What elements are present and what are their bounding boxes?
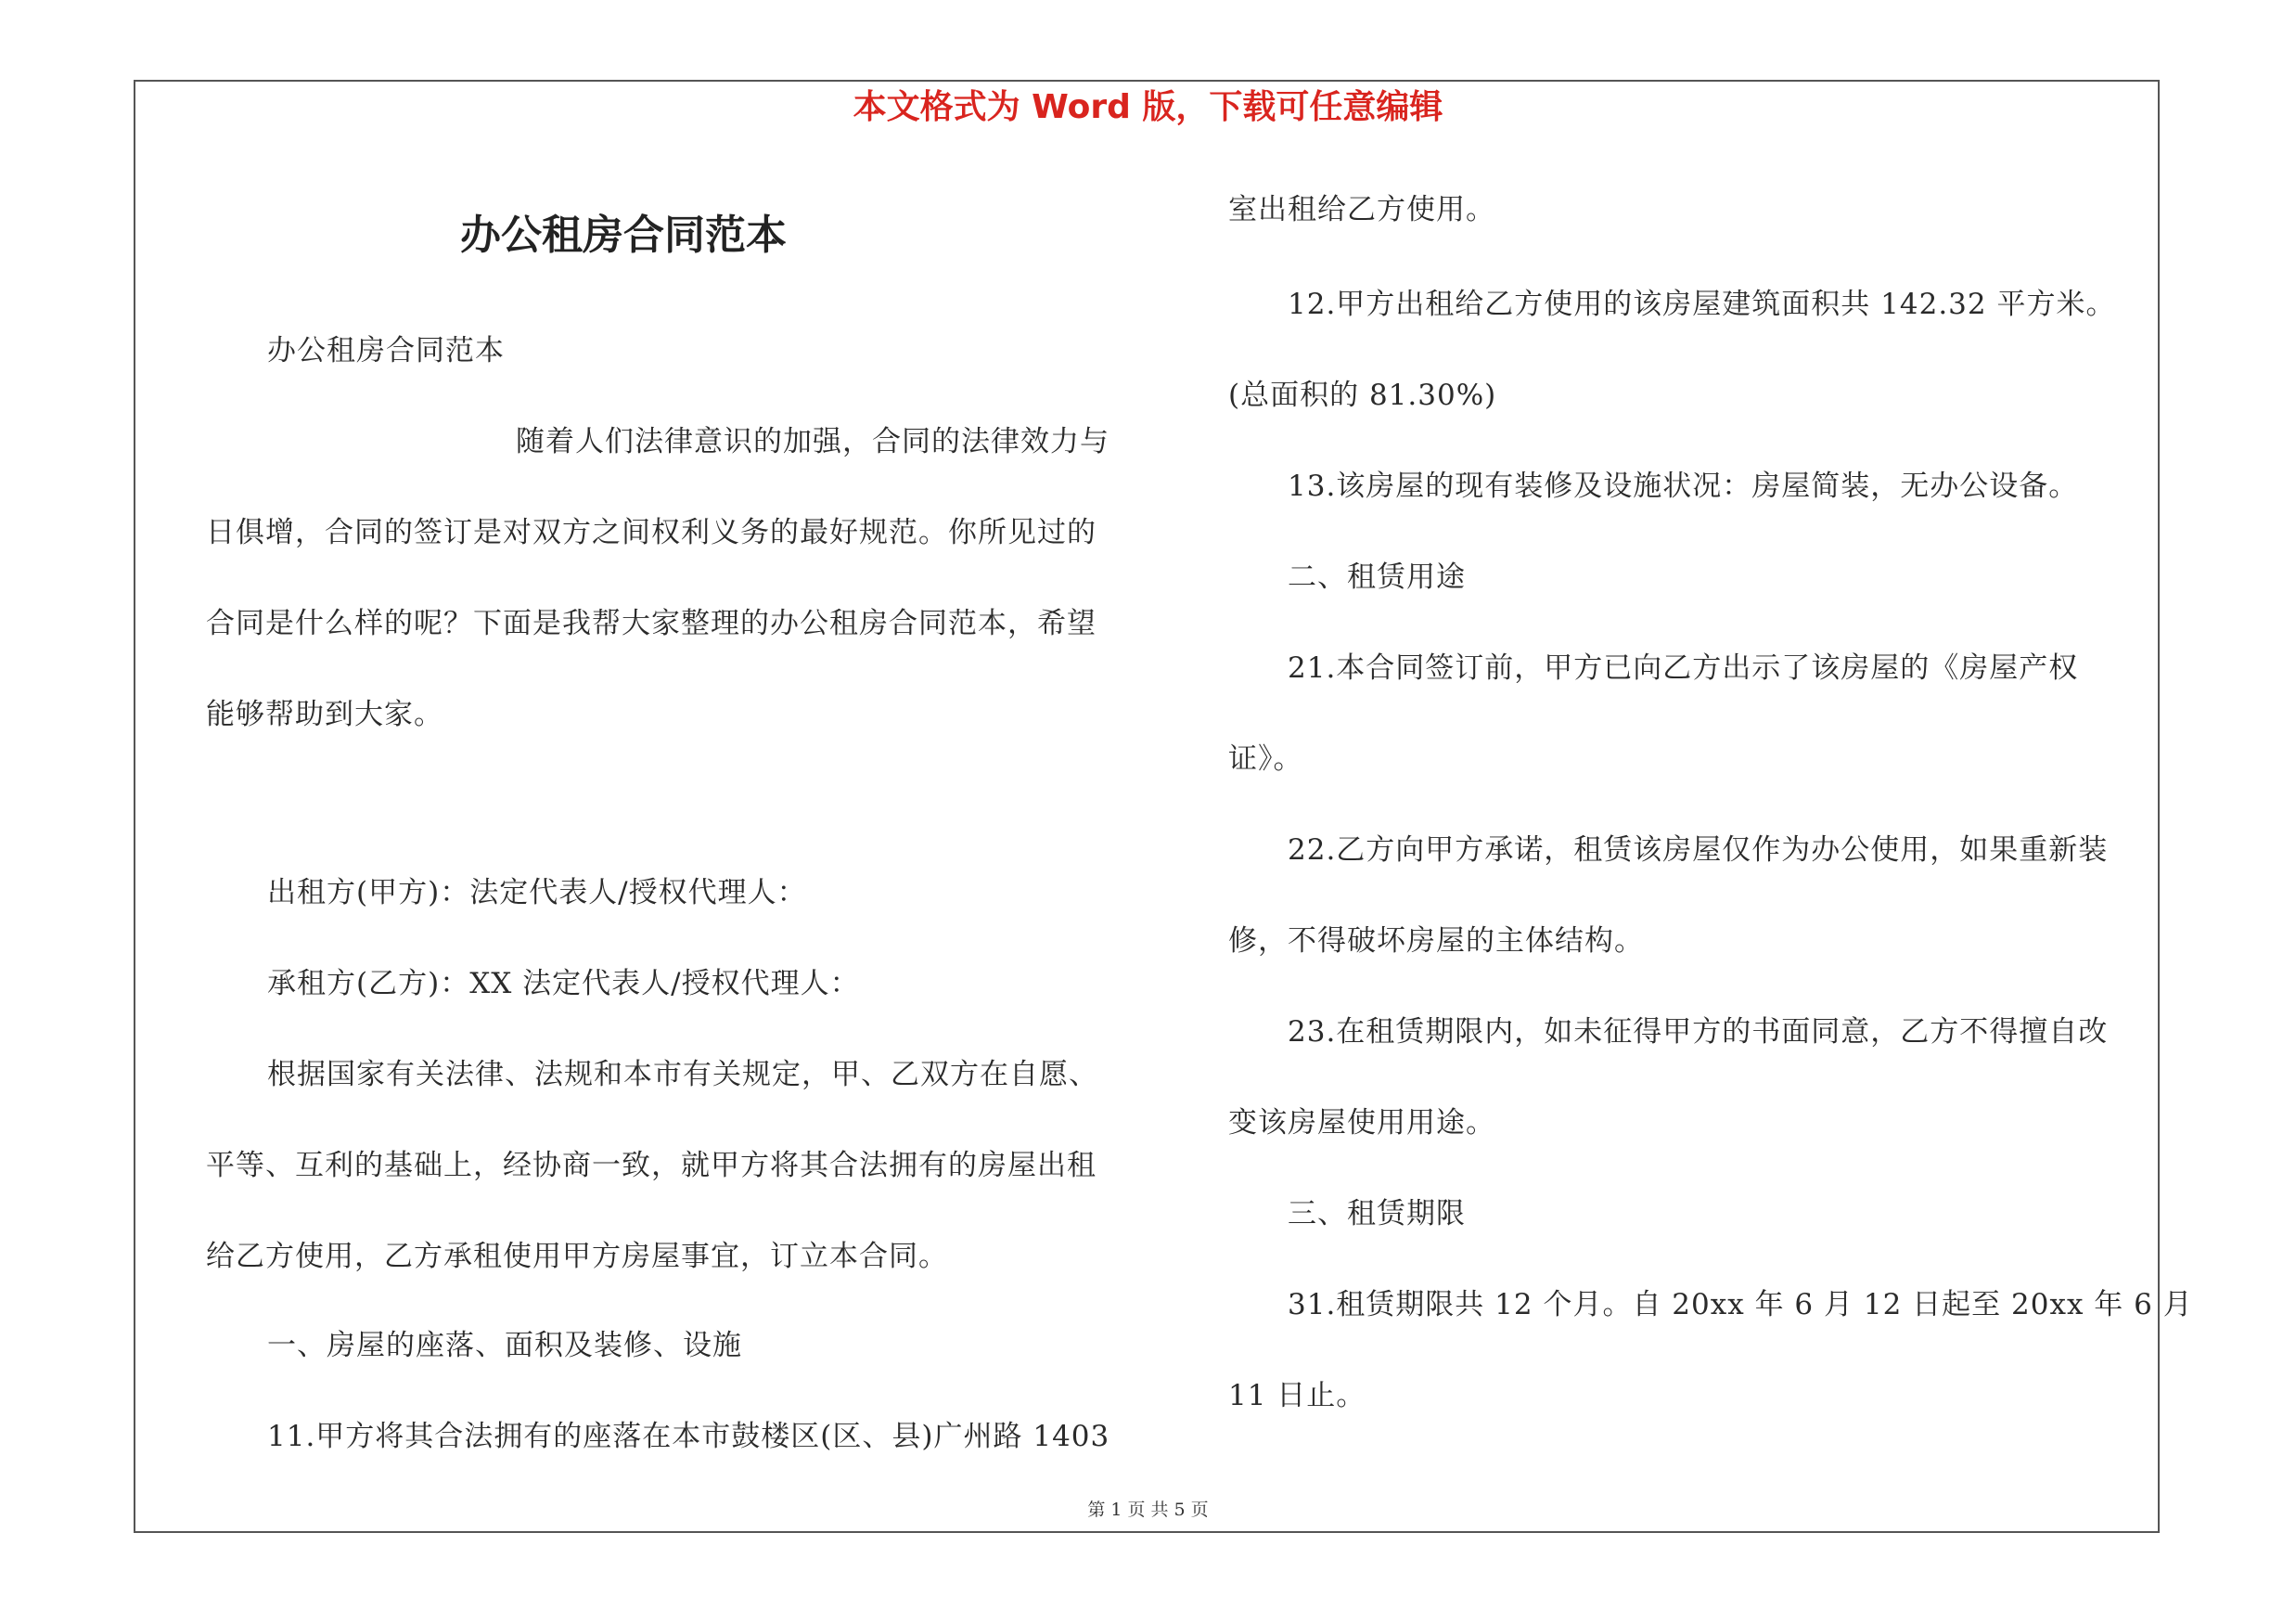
right-paragraph-line: 室出租给乙方使用。 [1228, 193, 1495, 226]
right-paragraph-line: 31.租赁期限共 12 个月。自 20xx 年 6 月 12 日起至 20xx 年 6 月 [1288, 1288, 2193, 1321]
right-paragraph-line: 12.甲方出租给乙方使用的该房屋建筑面积共 142.32 平方米。 [1288, 288, 2116, 321]
left-paragraph-line: 日俱增，合同的签订是对双方之间权利义务的最好规范。你所见过的 [206, 516, 1097, 549]
right-paragraph-line: 证》。 [1228, 742, 1303, 776]
editable-notice-banner: 本文格式为 Word 版，下载可任意编辑 [853, 88, 1443, 126]
right-paragraph-line: 23.在租赁期限内，如未征得甲方的书面同意，乙方不得擅自改 [1288, 1015, 2109, 1049]
left-paragraph-line: 根据国家有关法律、法规和本市有关规定，甲、乙双方在自愿、 [267, 1058, 1098, 1091]
right-paragraph-line: 11 日止。 [1228, 1379, 1366, 1412]
left-paragraph-line: 一、房屋的座落、面积及装修、设施 [267, 1329, 742, 1362]
page-number-footer: 第 1 页 共 5 页 [1087, 1500, 1209, 1520]
right-paragraph-line: (总面积的 81.30%) [1228, 379, 1497, 412]
left-paragraph-line: 办公租房合同范本 [267, 334, 505, 367]
left-paragraph-line: 合同是什么样的呢？下面是我帮大家整理的办公租房合同范本，希望 [206, 607, 1097, 640]
left-paragraph-line: 能够帮助到大家。 [206, 698, 443, 731]
right-paragraph-line: 二、租赁用途 [1288, 560, 1466, 594]
left-paragraph-line: 出租方(甲方)：法定代表人/授权代理人： [267, 876, 807, 909]
right-paragraph-line: 修，不得破坏房屋的主体结构。 [1228, 924, 1644, 958]
document-title: 办公租房合同范本 [460, 212, 787, 259]
left-paragraph-line: 11.甲方将其合法拥有的座落在本市鼓楼区(区、县)广州路 1403 [267, 1420, 1110, 1453]
right-paragraph-line: 22.乙方向甲方承诺，租赁该房屋仅作为办公使用，如果重新装 [1288, 833, 2109, 867]
right-paragraph-line: 21.本合同签订前，甲方已向乙方出示了该房屋的《房屋产权 [1288, 651, 2079, 685]
left-paragraph-line: 平等、互利的基础上，经协商一致，就甲方将其合法拥有的房屋出租 [206, 1149, 1097, 1182]
right-paragraph-line: 13.该房屋的现有装修及设施状况：房屋简装，无办公设备。 [1288, 470, 2079, 503]
left-paragraph-line: 给乙方使用，乙方承租使用甲方房屋事宜，订立本合同。 [206, 1240, 948, 1273]
left-paragraph-line: 随着人们法律意识的加强，合同的法律效力与 [516, 425, 1110, 458]
left-paragraph-line: 承租方(乙方)：XX 法定代表人/授权代理人： [267, 967, 860, 1000]
right-paragraph-line: 变该房屋使用用途。 [1228, 1106, 1495, 1140]
right-paragraph-line: 三、租赁期限 [1288, 1197, 1466, 1230]
